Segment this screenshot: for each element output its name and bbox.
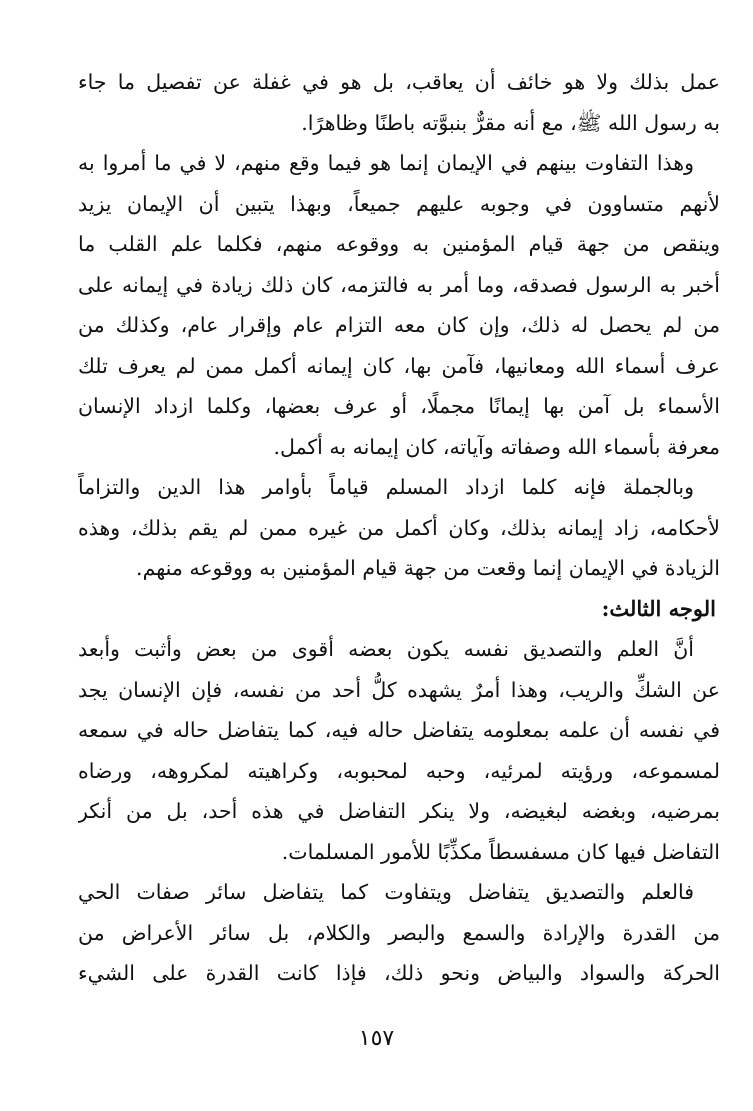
text-line: وبالجملة فإنه كلما ازداد المسلم قياماً بأوامر هذا الدين والتزاماً [78, 475, 694, 499]
paragraph-2 [78, 143, 720, 467]
text-line: فالعلم والتصديق يتفاضل ويتفاوت كما يتفاضل سائر صفات الحي [78, 880, 694, 904]
text-line: لمسموعه، ورؤيته لمرئيه، وحبه لمحبوبه، وكراهيته لمكروهه، ورضاه [78, 758, 720, 783]
paragraph-3 [78, 467, 720, 589]
text-line: أخبر به الرسول فصدقه، وما أمر به فالتزمه، كان ذلك زيادة في إيمانه على [78, 272, 720, 297]
text-line: به رسول الله ﷺ، مع أنه مقرٌّ بنبوَّته باطنًا وظاهرًا. [301, 110, 720, 135]
text-line: الزيادة في الإيمان إنما وقعت من جهة قيام المؤمنين به ووقوعه منهم. [136, 556, 720, 580]
text-line: معرفة بأسماء الله وصفاته وآياته، كان إيمانه به أكمل. [273, 434, 720, 459]
text-line: وهذا التفاوت بينهم في الإيمان إنما هو فيما وقع منهم، لا في ما أمروا به [78, 151, 694, 175]
section-heading: الوجه الثالث: [601, 595, 716, 621]
text-line: في نفسه أن علمه بمعلومه يتفاضل حاله فيه، كما يتفاضل حاله في سمعه [78, 718, 720, 742]
text-line: لأنهم متساوون في وجوبه عليهم جميعاً، وبهذا يتبين أن الإيمان يزيد [78, 191, 720, 216]
text-line: عن الشكِّ والريب، وهذا أمرٌ يشهده كلُّ أحد من نفسه، فإن الإنسان يجد [78, 677, 720, 702]
text-line: الحركة والسواد والبياض ونحو ذلك، فإذا كانت القدرة على الشيء [78, 961, 720, 985]
page-number: ١٥٧ [358, 1026, 395, 1051]
text-line: عرف أسماء الله ومعانيها، فآمن بها، كان إيمانه أكمل ممن لم يعرف تلك [78, 353, 720, 378]
text-line: وينقص من جهة قيام المؤمنين به ووقوعه منهم، فكلما علم القلب ما [78, 232, 720, 256]
text-line: أنَّ العلم والتصديق نفسه يكون بعضه أقوى من بعض وأثبت وأبعد [78, 637, 694, 661]
text-line: بمرضيه، وبغضه لبغيضه، ولا ينكر التفاضل في هذه أحد، بل من أنكر [78, 799, 720, 823]
text-line: من لم يحصل له ذلك، وإن كان معه التزام عام وإقرار عام، وكذلك من [78, 313, 720, 337]
text-line: التفاضل فيها كان مسفسطاً مكذِّبًا للأمور المسلمات. [281, 839, 720, 864]
page-body [78, 62, 720, 994]
paragraph-5 [78, 872, 720, 994]
text-line: عمل بذلك ولا هو خائف أن يعاقب، بل هو في غفلة عن تفصيل ما جاء [78, 70, 720, 94]
text-line: الأسماء بل آمن بها إيمانًا مجملًا، أو عرف بعضها، وكلما ازداد الإنسان [78, 394, 720, 418]
paragraph-1 [78, 62, 720, 143]
text-line: من القدرة والإرادة والسمع والبصر والكلام، بل سائر الأعراض من [78, 920, 720, 945]
paragraph-4 [78, 629, 720, 872]
text-line: لأحكامه، زاد إيمانه بذلك، وكان أكمل من غيره ممن لم يقم بذلك، وهذه [78, 515, 720, 540]
